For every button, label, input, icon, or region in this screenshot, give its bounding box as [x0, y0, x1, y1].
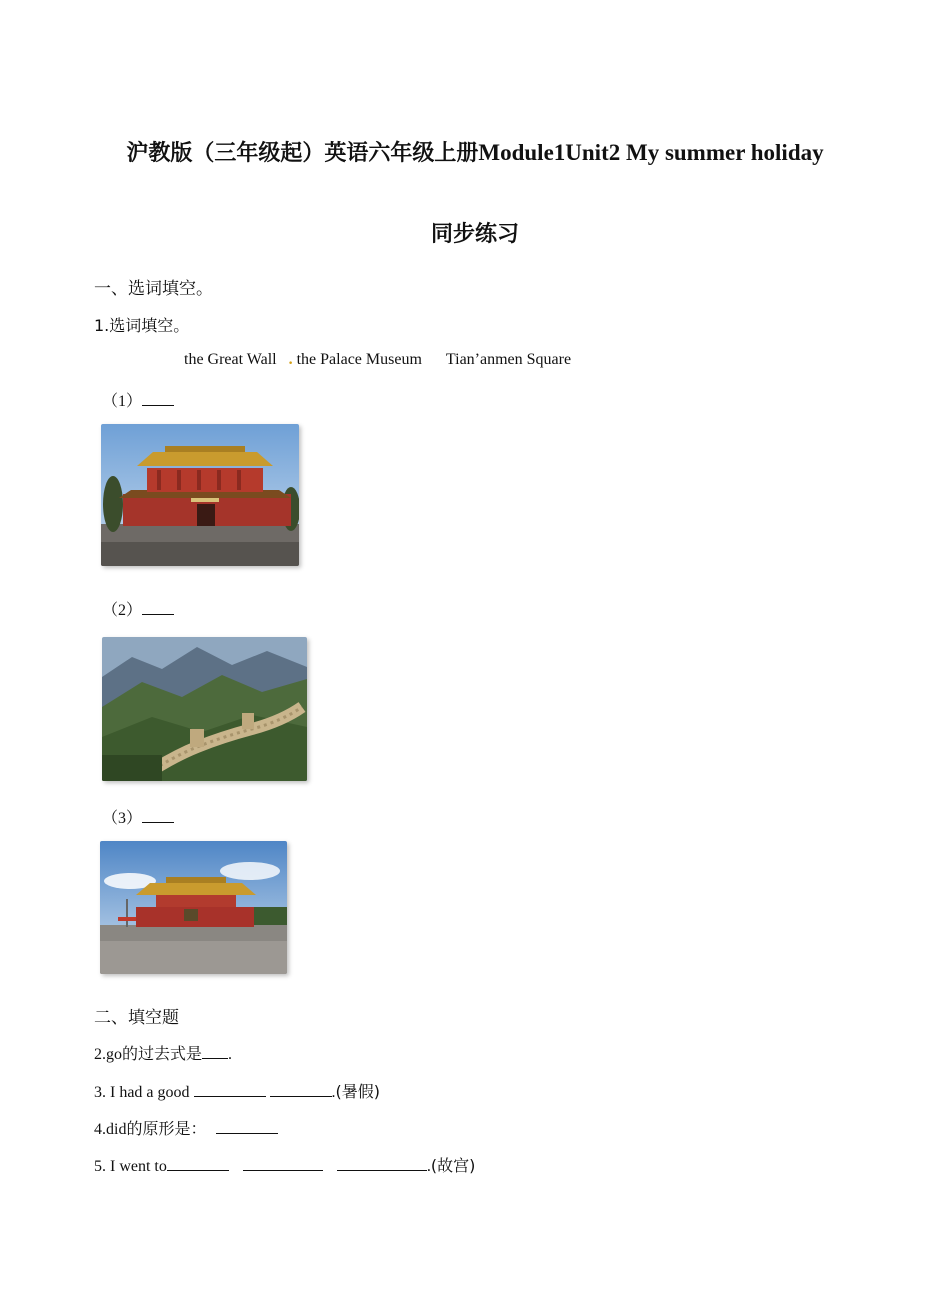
item-2 — [102, 597, 174, 620]
title-en: Module1Unit2 My summer holiday — [478, 140, 824, 165]
item-label: （2） — [102, 602, 143, 619]
item-1 — [102, 388, 174, 411]
item-label: （1） — [102, 393, 143, 410]
answer-blank[interactable] — [194, 1082, 266, 1097]
question-2: 2.go的过去式是 . — [94, 1044, 233, 1063]
tiananmen-square-photo — [100, 841, 287, 974]
page-title — [0, 136, 950, 167]
answer-blank[interactable] — [142, 808, 174, 823]
word-bank-item: Tian’anmen Square — [445, 351, 572, 368]
section-2-heading: 二、填空题 — [94, 1008, 179, 1028]
dot-marker: . — [288, 351, 293, 368]
title-cn: 沪教版（三年级起）英语六年级上册 — [126, 141, 479, 166]
word-bank — [184, 351, 571, 369]
answer-blank[interactable] — [270, 1082, 332, 1097]
answer-blank[interactable] — [167, 1156, 229, 1171]
question-1-label: 1.选词填空。 — [94, 316, 190, 335]
section-1-heading: 一、选词填空。 — [94, 279, 213, 299]
answer-blank[interactable] — [243, 1156, 323, 1171]
great-wall-photo — [102, 637, 307, 781]
answer-blank[interactable] — [142, 391, 174, 406]
answer-blank[interactable] — [216, 1119, 278, 1134]
answer-blank[interactable] — [142, 600, 174, 615]
answer-blank[interactable] — [202, 1044, 228, 1059]
word-bank-item: the Palace Museum — [296, 351, 422, 368]
page-subtitle: 同步练习 — [430, 222, 519, 247]
question-3: 3. I had a good .(暑假) — [94, 1082, 381, 1101]
palace-museum-photo — [101, 424, 299, 566]
question-4: 4.did的原形是： — [94, 1116, 278, 1139]
item-label: （3） — [102, 810, 143, 827]
question-5: 5. I went to .(故宫) — [94, 1156, 476, 1175]
answer-blank[interactable] — [337, 1156, 427, 1171]
word-bank-item: the Great Wall — [184, 351, 277, 368]
item-3 — [102, 805, 174, 828]
